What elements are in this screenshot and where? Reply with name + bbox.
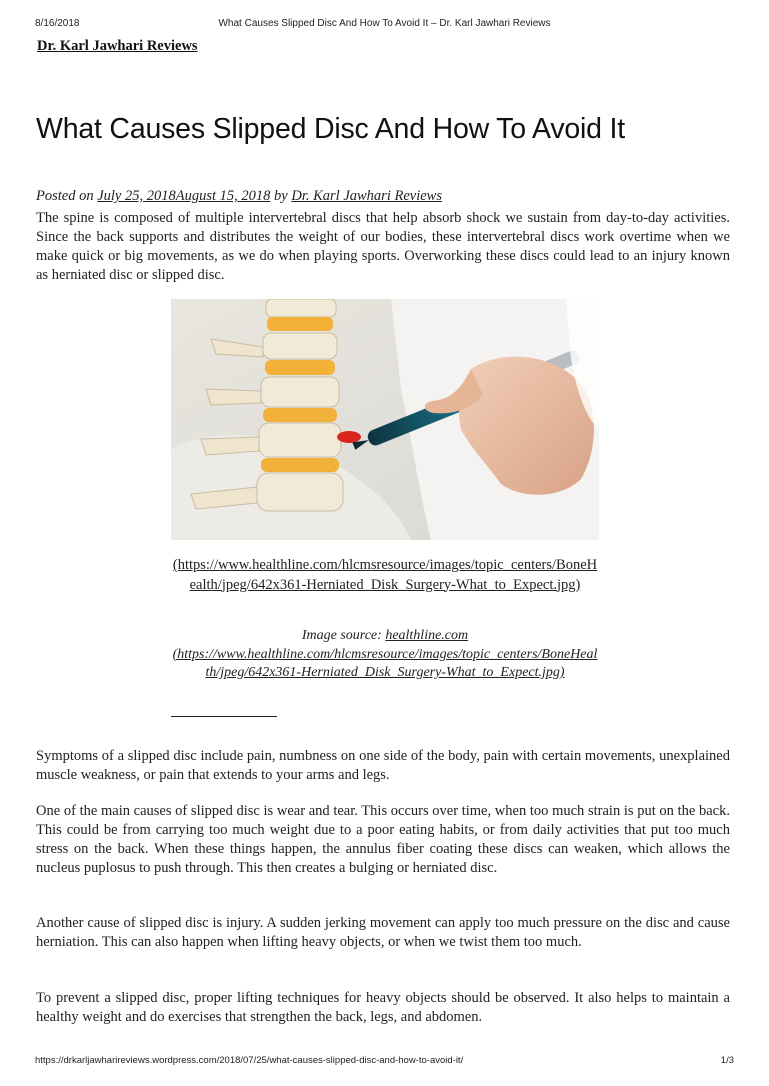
image-source-link[interactable]: (https://www.healthline.com/hlcmsresource/images/topic_centers/BoneHealth/jpeg/642x361-Herniated_Disk_Surgery-What_to_Expect.jpg) [172, 557, 598, 593]
print-url: https://drkarljawharireviews.wordpress.com/2018/07/25/what-causes-slipped-disc-and-how-to-avoid-it/ [35, 1055, 464, 1066]
caption-source-link[interactable]: healthline.com [385, 628, 469, 643]
caption-url-link[interactable]: (https://www.healthline.com/hlcmsresource/images/topic_centers/BoneHealth/jpeg/642x361-Herniated_Disk_Surgery-What_to_Expect.jpg) [172, 646, 598, 680]
caption-divider [171, 716, 277, 717]
print-document-title: What Causes Slipped Disc And How To Avoid It – Dr. Karl Jawhari Reviews [218, 18, 551, 29]
page-number: 1/3 [720, 1055, 734, 1066]
print-header [35, 18, 734, 32]
prevention-paragraph: To prevent a slipped disc, proper lifting techniques for heavy objects should be observed. It also helps to maintain a healthy weight and do exercises that strengthen the back, legs, and abdomen. [36, 990, 730, 1025]
wear-and-tear-paragraph: One of the main causes of slipped disc is wear and tear. This occurs over time, when too much strain is put on the back. This could be from carrying too much weight due to a poor eating habits, or from daily activities that put too much stress on the back. When these things happen, the annulus fiber coating these discs can weaken, which allows the nucleus puplosus to push through. This then creates a bulging or herniated disc. [36, 803, 730, 876]
herniated-disc-illustration [171, 299, 599, 540]
symptoms-paragraph: Symptoms of a slipped disc include pain, numbness on one side of the body, pain with certain movements, unexplained muscle weakness, or pain that extends to your arms and legs. [36, 748, 730, 783]
caption-label: Image source: [301, 628, 382, 643]
injury-paragraph: Another cause of slipped disc is injury. A sudden jerking movement can apply too much pressure on the disc and cause herniation. This can also happen when lifting heavy objects, or when we twist them too much. [36, 915, 730, 950]
image-caption [171, 627, 599, 683]
post-date-link[interactable]: July 25, 2018August 15, 2018 [97, 188, 271, 204]
print-date: 8/16/2018 [35, 18, 80, 29]
spine-image[interactable] [171, 299, 599, 540]
author-link[interactable]: Dr. Karl Jawhari Reviews [291, 188, 442, 204]
posted-on-label: Posted on [36, 188, 94, 204]
print-footer [35, 1055, 734, 1069]
page-title: What Causes Slipped Disc And How To Avoid It [36, 113, 625, 145]
by-label: by [274, 188, 288, 204]
intro-paragraph: The spine is composed of multiple intervertebral discs that help absorb shock we sustain from day-to-day activities. Since the back supports and distributes the weight of our bodies, these intervertebral discs work overtime when we make quick or big movements, as we do when playing sports. Overworking these discs could lead to an injury known as herniated disc or slipped disc. [36, 210, 730, 283]
post-meta [36, 188, 442, 205]
site-title-link[interactable]: Dr. Karl Jawhari Reviews [37, 38, 198, 54]
